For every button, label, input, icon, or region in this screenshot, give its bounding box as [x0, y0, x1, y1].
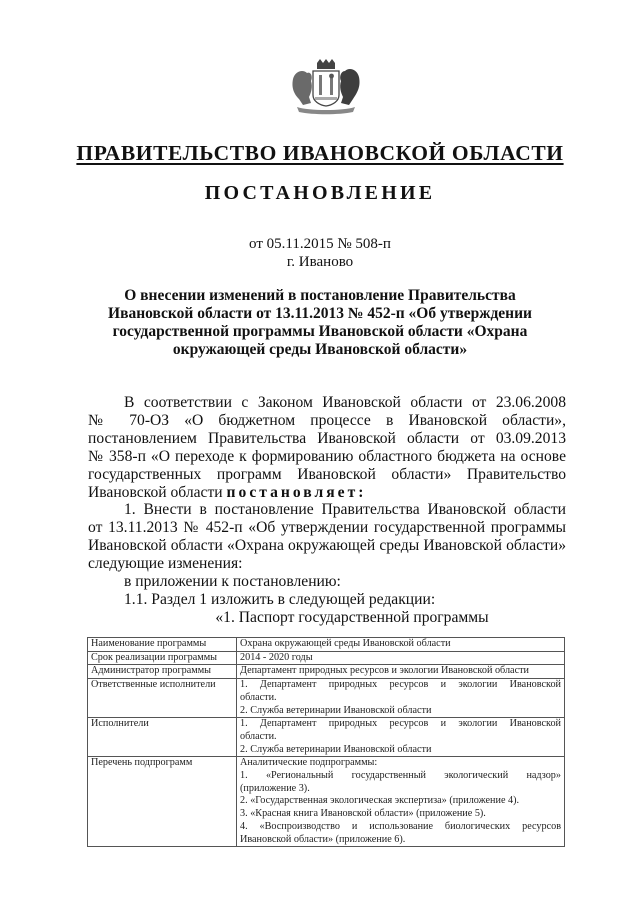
coat-of-arms-icon [289, 59, 363, 115]
value-line: 1. Департамент природных ресурсов и экологии Ивановской [240, 679, 561, 691]
table-row [88, 665, 565, 679]
preamble-line: государственных программ Ивановской области» Правительство [88, 465, 566, 483]
value-line: Ивановской области» (приложение 6). [240, 833, 406, 845]
value-line: области. [240, 730, 277, 742]
preamble-line: постановлением Правительства Ивановской области от 03.09.2013 [88, 429, 566, 447]
value-line: (приложение 3). [240, 782, 310, 794]
value-line: 1. Департамент природных ресурсов и экологии Ивановской [240, 718, 561, 730]
subject-line: О внесении изменений в постановление Правительства [124, 287, 516, 304]
subject-line: Ивановской области от 13.11.2013 № 452-п «Об утверждении [108, 305, 532, 322]
preamble-last-line: Ивановской области постановляет: [88, 483, 367, 501]
document-subject [100, 287, 540, 359]
table-row [88, 679, 565, 718]
item1-line: 1. Внести в постановление Правительства Ивановской области [124, 501, 566, 519]
row-label: Ответственные исполнители [88, 679, 237, 718]
value-line: 3. «Красная книга Ивановской области» (приложение 5). [240, 808, 486, 820]
value-line: 4. «Воспроизводство и использование биологических ресурсов [240, 820, 561, 832]
row-value: Охрана окружающей среды Ивановской области [237, 638, 565, 652]
section-title: «1. Паспорт государственной программы [215, 608, 489, 626]
preamble-line: № 358-п «О переходе к формированию областного бюджета на основе [88, 447, 566, 465]
program-passport-table [87, 637, 565, 847]
row-value [237, 757, 565, 847]
subject-line: государственной программы Ивановской области «Охрана [112, 323, 528, 340]
row-label: Срок реализации программы [88, 651, 237, 665]
preamble-line: В соответствии с Законом Ивановской области от 23.06.2008 [124, 394, 566, 411]
row-label: Исполнители [88, 718, 237, 757]
table-row [88, 638, 565, 652]
value-line: 2. «Государственная экологическая экспертиза» (приложение 4). [240, 795, 520, 807]
resolves-word: постановляет: [226, 483, 367, 501]
row-value: 2014 - 2020 годы [237, 651, 565, 665]
item1-1-line: 1.1. Раздел 1 изложить в следующей редакции: [124, 590, 436, 608]
item1-line: Ивановской области «Охрана окружающей среды Ивановской области» [88, 537, 566, 555]
item1-line: от 13.11.2013 № 452-п «Об утверждении государственной программы [88, 519, 566, 537]
row-label: Наименование программы [88, 638, 237, 652]
value-line: 2. Служба ветеринарии Ивановской области [240, 704, 432, 716]
value-line: 2. Служба ветеринарии Ивановской области [240, 743, 432, 755]
value-line: 1. «Региональный государственный экологический надзор» [240, 770, 561, 782]
government-title: ПРАВИТЕЛЬСТВО ИВАНОВСКОЙ ОБЛАСТИ [76, 141, 564, 165]
document-body [88, 394, 566, 627]
row-value [237, 718, 565, 757]
table-row [88, 718, 565, 757]
document-city: г. Иваново [286, 254, 354, 270]
document-date-number: от 05.11.2015 № 508-п [249, 236, 391, 252]
row-label: Перечень подпрограмм [88, 757, 237, 847]
table-row [88, 757, 565, 847]
row-label: Администратор программы [88, 665, 237, 679]
in-appendix-line: в приложении к постановлению: [124, 573, 341, 591]
value-line: области. [240, 691, 277, 703]
table-row [88, 651, 565, 665]
row-value: Департамент природных ресурсов и экологии Ивановской области [237, 665, 565, 679]
preamble-line: № 70-ОЗ «О бюджетном процессе в Ивановской области», [88, 411, 566, 429]
item1-last-line: следующие изменения: [88, 555, 243, 573]
document-type: ПОСТАНОВЛЕНИЕ [204, 182, 436, 204]
row-value [237, 679, 565, 718]
value-line: Аналитические подпрограммы: [240, 757, 378, 769]
subject-line: окружающей среды Ивановской области» [172, 341, 468, 358]
